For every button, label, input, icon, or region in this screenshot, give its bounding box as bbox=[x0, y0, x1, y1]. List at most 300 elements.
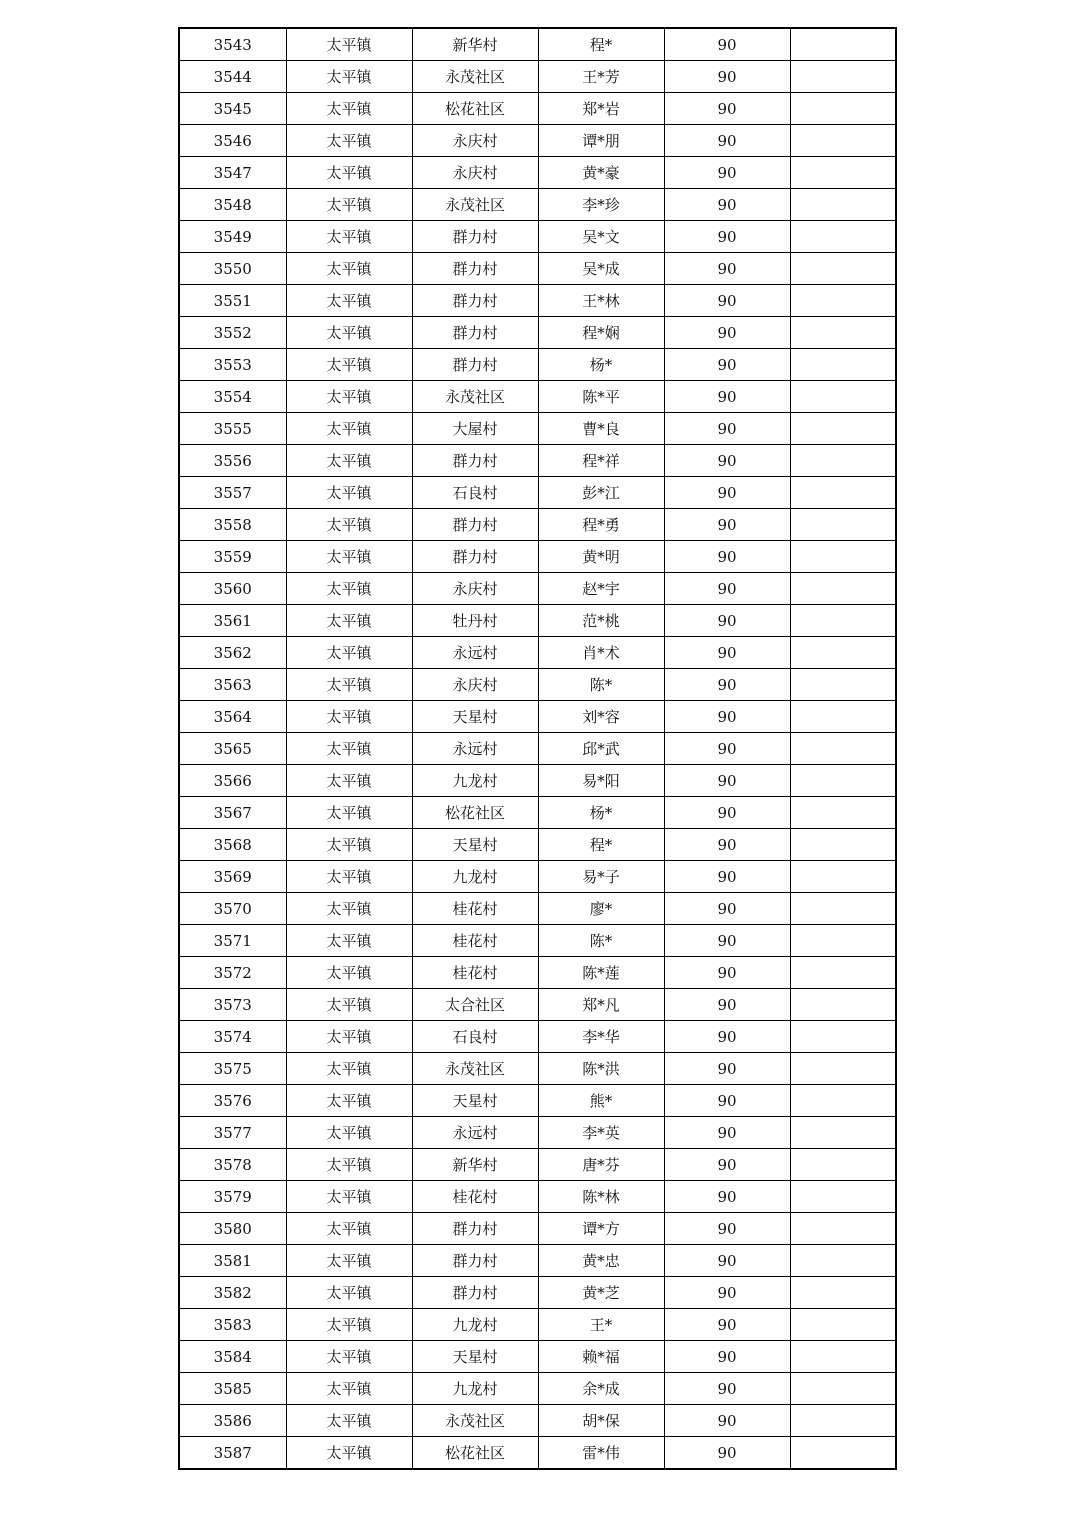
name-cell: 程* bbox=[538, 28, 664, 61]
name-cell: 李*珍 bbox=[538, 189, 664, 221]
village-cell: 新华村 bbox=[412, 1149, 538, 1181]
remark-cell bbox=[790, 1405, 896, 1437]
serial-number-cell: 3578 bbox=[179, 1149, 286, 1181]
score-cell: 90 bbox=[664, 637, 790, 669]
town-cell: 太平镇 bbox=[286, 605, 412, 637]
score-cell: 90 bbox=[664, 317, 790, 349]
village-cell: 群力村 bbox=[412, 541, 538, 573]
village-cell: 永庆村 bbox=[412, 125, 538, 157]
remark-cell bbox=[790, 125, 896, 157]
name-cell: 刘*容 bbox=[538, 701, 664, 733]
table-row bbox=[179, 989, 896, 1021]
town-cell: 太平镇 bbox=[286, 893, 412, 925]
name-cell: 程*祥 bbox=[538, 445, 664, 477]
village-cell: 群力村 bbox=[412, 509, 538, 541]
remark-cell bbox=[790, 797, 896, 829]
town-cell: 太平镇 bbox=[286, 701, 412, 733]
remark-cell bbox=[790, 253, 896, 285]
village-cell: 天星村 bbox=[412, 701, 538, 733]
score-cell: 90 bbox=[664, 733, 790, 765]
table-row bbox=[179, 829, 896, 861]
serial-number-cell: 3558 bbox=[179, 509, 286, 541]
table-row bbox=[179, 957, 896, 989]
score-cell: 90 bbox=[664, 1405, 790, 1437]
serial-number-cell: 3555 bbox=[179, 413, 286, 445]
name-cell: 赵*宇 bbox=[538, 573, 664, 605]
score-cell: 90 bbox=[664, 61, 790, 93]
town-cell: 太平镇 bbox=[286, 509, 412, 541]
score-cell: 90 bbox=[664, 445, 790, 477]
village-cell: 群力村 bbox=[412, 317, 538, 349]
remark-cell bbox=[790, 1373, 896, 1405]
remark-cell bbox=[790, 1117, 896, 1149]
village-cell: 桂花村 bbox=[412, 1181, 538, 1213]
name-cell: 廖* bbox=[538, 893, 664, 925]
name-cell: 吴*文 bbox=[538, 221, 664, 253]
table-row bbox=[179, 669, 896, 701]
score-cell: 90 bbox=[664, 1373, 790, 1405]
town-cell: 太平镇 bbox=[286, 1277, 412, 1309]
village-cell: 松花社区 bbox=[412, 1437, 538, 1470]
name-cell: 王*林 bbox=[538, 285, 664, 317]
table-row bbox=[179, 765, 896, 797]
village-cell: 永茂社区 bbox=[412, 189, 538, 221]
name-cell: 易*阳 bbox=[538, 765, 664, 797]
serial-number-cell: 3563 bbox=[179, 669, 286, 701]
table-row bbox=[179, 605, 896, 637]
remark-cell bbox=[790, 317, 896, 349]
table-row bbox=[179, 157, 896, 189]
score-cell: 90 bbox=[664, 157, 790, 189]
remark-cell bbox=[790, 765, 896, 797]
remark-cell bbox=[790, 637, 896, 669]
table-row bbox=[179, 381, 896, 413]
table-row bbox=[179, 701, 896, 733]
serial-number-cell: 3576 bbox=[179, 1085, 286, 1117]
name-cell: 彭*江 bbox=[538, 477, 664, 509]
remark-cell bbox=[790, 829, 896, 861]
score-cell: 90 bbox=[664, 797, 790, 829]
table-row bbox=[179, 61, 896, 93]
serial-number-cell: 3551 bbox=[179, 285, 286, 317]
serial-number-cell: 3582 bbox=[179, 1277, 286, 1309]
name-cell: 唐*芬 bbox=[538, 1149, 664, 1181]
town-cell: 太平镇 bbox=[286, 61, 412, 93]
table-row bbox=[179, 93, 896, 125]
remark-cell bbox=[790, 1149, 896, 1181]
score-cell: 90 bbox=[664, 1181, 790, 1213]
town-cell: 太平镇 bbox=[286, 413, 412, 445]
remark-cell bbox=[790, 957, 896, 989]
table-row bbox=[179, 1117, 896, 1149]
town-cell: 太平镇 bbox=[286, 829, 412, 861]
village-cell: 天星村 bbox=[412, 1085, 538, 1117]
score-cell: 90 bbox=[664, 1213, 790, 1245]
name-cell: 黄*豪 bbox=[538, 157, 664, 189]
town-cell: 太平镇 bbox=[286, 573, 412, 605]
village-cell: 松花社区 bbox=[412, 93, 538, 125]
serial-number-cell: 3564 bbox=[179, 701, 286, 733]
table-row bbox=[179, 797, 896, 829]
remark-cell bbox=[790, 669, 896, 701]
town-cell: 太平镇 bbox=[286, 125, 412, 157]
name-cell: 熊* bbox=[538, 1085, 664, 1117]
serial-number-cell: 3562 bbox=[179, 637, 286, 669]
table-row bbox=[179, 1245, 896, 1277]
name-cell: 陈*洪 bbox=[538, 1053, 664, 1085]
score-cell: 90 bbox=[664, 1117, 790, 1149]
village-cell: 永远村 bbox=[412, 1117, 538, 1149]
name-cell: 肖*术 bbox=[538, 637, 664, 669]
town-cell: 太平镇 bbox=[286, 1405, 412, 1437]
name-cell: 陈*莲 bbox=[538, 957, 664, 989]
village-cell: 天星村 bbox=[412, 1341, 538, 1373]
town-cell: 太平镇 bbox=[286, 317, 412, 349]
serial-number-cell: 3586 bbox=[179, 1405, 286, 1437]
serial-number-cell: 3543 bbox=[179, 28, 286, 61]
village-cell: 九龙村 bbox=[412, 1309, 538, 1341]
table-row bbox=[179, 1405, 896, 1437]
village-cell: 群力村 bbox=[412, 1277, 538, 1309]
name-cell: 郑*凡 bbox=[538, 989, 664, 1021]
name-cell: 程* bbox=[538, 829, 664, 861]
serial-number-cell: 3549 bbox=[179, 221, 286, 253]
name-cell: 范*桃 bbox=[538, 605, 664, 637]
remark-cell bbox=[790, 349, 896, 381]
remark-cell bbox=[790, 189, 896, 221]
score-cell: 90 bbox=[664, 989, 790, 1021]
village-cell: 永远村 bbox=[412, 733, 538, 765]
remark-cell bbox=[790, 893, 896, 925]
score-cell: 90 bbox=[664, 1277, 790, 1309]
roster-table bbox=[178, 27, 897, 1470]
roster-table-body bbox=[179, 28, 896, 1469]
remark-cell bbox=[790, 61, 896, 93]
village-cell: 桂花村 bbox=[412, 925, 538, 957]
town-cell: 太平镇 bbox=[286, 1437, 412, 1470]
name-cell: 邱*武 bbox=[538, 733, 664, 765]
town-cell: 太平镇 bbox=[286, 28, 412, 61]
village-cell: 桂花村 bbox=[412, 957, 538, 989]
serial-number-cell: 3567 bbox=[179, 797, 286, 829]
name-cell: 郑*岩 bbox=[538, 93, 664, 125]
score-cell: 90 bbox=[664, 477, 790, 509]
name-cell: 李*华 bbox=[538, 1021, 664, 1053]
table-row bbox=[179, 925, 896, 957]
name-cell: 陈*林 bbox=[538, 1181, 664, 1213]
village-cell: 松花社区 bbox=[412, 797, 538, 829]
serial-number-cell: 3580 bbox=[179, 1213, 286, 1245]
serial-number-cell: 3573 bbox=[179, 989, 286, 1021]
village-cell: 群力村 bbox=[412, 285, 538, 317]
table-row bbox=[179, 1213, 896, 1245]
serial-number-cell: 3559 bbox=[179, 541, 286, 573]
table-row bbox=[179, 1277, 896, 1309]
name-cell: 谭*朋 bbox=[538, 125, 664, 157]
serial-number-cell: 3572 bbox=[179, 957, 286, 989]
table-row bbox=[179, 1085, 896, 1117]
remark-cell bbox=[790, 541, 896, 573]
score-cell: 90 bbox=[664, 189, 790, 221]
serial-number-cell: 3544 bbox=[179, 61, 286, 93]
score-cell: 90 bbox=[664, 93, 790, 125]
remark-cell bbox=[790, 1437, 896, 1470]
table-row bbox=[179, 541, 896, 573]
village-cell: 永茂社区 bbox=[412, 381, 538, 413]
table-row bbox=[179, 893, 896, 925]
score-cell: 90 bbox=[664, 1437, 790, 1470]
village-cell: 群力村 bbox=[412, 445, 538, 477]
name-cell: 黄*明 bbox=[538, 541, 664, 573]
village-cell: 永庆村 bbox=[412, 669, 538, 701]
village-cell: 大屋村 bbox=[412, 413, 538, 445]
serial-number-cell: 3585 bbox=[179, 1373, 286, 1405]
serial-number-cell: 3554 bbox=[179, 381, 286, 413]
name-cell: 曹*良 bbox=[538, 413, 664, 445]
name-cell: 李*英 bbox=[538, 1117, 664, 1149]
remark-cell bbox=[790, 285, 896, 317]
score-cell: 90 bbox=[664, 1149, 790, 1181]
town-cell: 太平镇 bbox=[286, 445, 412, 477]
table-row bbox=[179, 1341, 896, 1373]
remark-cell bbox=[790, 221, 896, 253]
town-cell: 太平镇 bbox=[286, 1085, 412, 1117]
serial-number-cell: 3570 bbox=[179, 893, 286, 925]
table-row bbox=[179, 861, 896, 893]
table-row bbox=[179, 285, 896, 317]
village-cell: 天星村 bbox=[412, 829, 538, 861]
town-cell: 太平镇 bbox=[286, 221, 412, 253]
serial-number-cell: 3575 bbox=[179, 1053, 286, 1085]
remark-cell bbox=[790, 1309, 896, 1341]
remark-cell bbox=[790, 605, 896, 637]
remark-cell bbox=[790, 1341, 896, 1373]
town-cell: 太平镇 bbox=[286, 733, 412, 765]
town-cell: 太平镇 bbox=[286, 669, 412, 701]
serial-number-cell: 3553 bbox=[179, 349, 286, 381]
town-cell: 太平镇 bbox=[286, 637, 412, 669]
score-cell: 90 bbox=[664, 1085, 790, 1117]
table-row bbox=[179, 125, 896, 157]
town-cell: 太平镇 bbox=[286, 797, 412, 829]
remark-cell bbox=[790, 1181, 896, 1213]
serial-number-cell: 3561 bbox=[179, 605, 286, 637]
town-cell: 太平镇 bbox=[286, 1213, 412, 1245]
village-cell: 牡丹村 bbox=[412, 605, 538, 637]
score-cell: 90 bbox=[664, 957, 790, 989]
table-row bbox=[179, 509, 896, 541]
name-cell: 易*子 bbox=[538, 861, 664, 893]
serial-number-cell: 3583 bbox=[179, 1309, 286, 1341]
serial-number-cell: 3565 bbox=[179, 733, 286, 765]
town-cell: 太平镇 bbox=[286, 1149, 412, 1181]
town-cell: 太平镇 bbox=[286, 381, 412, 413]
town-cell: 太平镇 bbox=[286, 349, 412, 381]
village-cell: 九龙村 bbox=[412, 1373, 538, 1405]
score-cell: 90 bbox=[664, 1245, 790, 1277]
table-row bbox=[179, 189, 896, 221]
village-cell: 桂花村 bbox=[412, 893, 538, 925]
town-cell: 太平镇 bbox=[286, 541, 412, 573]
name-cell: 陈* bbox=[538, 925, 664, 957]
remark-cell bbox=[790, 1085, 896, 1117]
remark-cell bbox=[790, 28, 896, 61]
name-cell: 杨* bbox=[538, 797, 664, 829]
score-cell: 90 bbox=[664, 125, 790, 157]
table-row bbox=[179, 1021, 896, 1053]
remark-cell bbox=[790, 1053, 896, 1085]
serial-number-cell: 3577 bbox=[179, 1117, 286, 1149]
remark-cell bbox=[790, 445, 896, 477]
village-cell: 九龙村 bbox=[412, 765, 538, 797]
village-cell: 石良村 bbox=[412, 1021, 538, 1053]
town-cell: 太平镇 bbox=[286, 1021, 412, 1053]
town-cell: 太平镇 bbox=[286, 1053, 412, 1085]
score-cell: 90 bbox=[664, 1341, 790, 1373]
village-cell: 群力村 bbox=[412, 349, 538, 381]
score-cell: 90 bbox=[664, 765, 790, 797]
remark-cell bbox=[790, 1213, 896, 1245]
table-row bbox=[179, 445, 896, 477]
town-cell: 太平镇 bbox=[286, 285, 412, 317]
table-row bbox=[179, 1437, 896, 1470]
table-row bbox=[179, 1181, 896, 1213]
remark-cell bbox=[790, 509, 896, 541]
score-cell: 90 bbox=[664, 701, 790, 733]
name-cell: 程*勇 bbox=[538, 509, 664, 541]
remark-cell bbox=[790, 925, 896, 957]
serial-number-cell: 3546 bbox=[179, 125, 286, 157]
table-row bbox=[179, 253, 896, 285]
score-cell: 90 bbox=[664, 349, 790, 381]
score-cell: 90 bbox=[664, 861, 790, 893]
village-cell: 新华村 bbox=[412, 28, 538, 61]
serial-number-cell: 3545 bbox=[179, 93, 286, 125]
table-row bbox=[179, 1309, 896, 1341]
remark-cell bbox=[790, 381, 896, 413]
serial-number-cell: 3574 bbox=[179, 1021, 286, 1053]
remark-cell bbox=[790, 1021, 896, 1053]
score-cell: 90 bbox=[664, 221, 790, 253]
name-cell: 杨* bbox=[538, 349, 664, 381]
score-cell: 90 bbox=[664, 28, 790, 61]
serial-number-cell: 3560 bbox=[179, 573, 286, 605]
score-cell: 90 bbox=[664, 893, 790, 925]
town-cell: 太平镇 bbox=[286, 765, 412, 797]
town-cell: 太平镇 bbox=[286, 957, 412, 989]
serial-number-cell: 3550 bbox=[179, 253, 286, 285]
remark-cell bbox=[790, 93, 896, 125]
village-cell: 永庆村 bbox=[412, 573, 538, 605]
serial-number-cell: 3584 bbox=[179, 1341, 286, 1373]
score-cell: 90 bbox=[664, 1053, 790, 1085]
town-cell: 太平镇 bbox=[286, 157, 412, 189]
serial-number-cell: 3566 bbox=[179, 765, 286, 797]
town-cell: 太平镇 bbox=[286, 1341, 412, 1373]
town-cell: 太平镇 bbox=[286, 1245, 412, 1277]
name-cell: 程*娴 bbox=[538, 317, 664, 349]
score-cell: 90 bbox=[664, 829, 790, 861]
remark-cell bbox=[790, 413, 896, 445]
score-cell: 90 bbox=[664, 925, 790, 957]
score-cell: 90 bbox=[664, 541, 790, 573]
table-row bbox=[179, 637, 896, 669]
table-row bbox=[179, 573, 896, 605]
table-row bbox=[179, 1053, 896, 1085]
score-cell: 90 bbox=[664, 381, 790, 413]
name-cell: 吴*成 bbox=[538, 253, 664, 285]
score-cell: 90 bbox=[664, 573, 790, 605]
name-cell: 黄*忠 bbox=[538, 1245, 664, 1277]
remark-cell bbox=[790, 1245, 896, 1277]
name-cell: 王*芳 bbox=[538, 61, 664, 93]
score-cell: 90 bbox=[664, 605, 790, 637]
serial-number-cell: 3548 bbox=[179, 189, 286, 221]
remark-cell bbox=[790, 477, 896, 509]
town-cell: 太平镇 bbox=[286, 477, 412, 509]
table-row bbox=[179, 221, 896, 253]
score-cell: 90 bbox=[664, 1309, 790, 1341]
remark-cell bbox=[790, 701, 896, 733]
name-cell: 陈*平 bbox=[538, 381, 664, 413]
score-cell: 90 bbox=[664, 509, 790, 541]
name-cell: 陈* bbox=[538, 669, 664, 701]
serial-number-cell: 3569 bbox=[179, 861, 286, 893]
village-cell: 永茂社区 bbox=[412, 1053, 538, 1085]
name-cell: 谭*方 bbox=[538, 1213, 664, 1245]
remark-cell bbox=[790, 1277, 896, 1309]
score-cell: 90 bbox=[664, 285, 790, 317]
score-cell: 90 bbox=[664, 1021, 790, 1053]
serial-number-cell: 3547 bbox=[179, 157, 286, 189]
remark-cell bbox=[790, 573, 896, 605]
village-cell: 群力村 bbox=[412, 221, 538, 253]
table-row bbox=[179, 733, 896, 765]
town-cell: 太平镇 bbox=[286, 861, 412, 893]
remark-cell bbox=[790, 861, 896, 893]
serial-number-cell: 3552 bbox=[179, 317, 286, 349]
score-cell: 90 bbox=[664, 669, 790, 701]
table-row bbox=[179, 1373, 896, 1405]
village-cell: 群力村 bbox=[412, 1213, 538, 1245]
table-row bbox=[179, 413, 896, 445]
name-cell: 胡*保 bbox=[538, 1405, 664, 1437]
town-cell: 太平镇 bbox=[286, 1117, 412, 1149]
serial-number-cell: 3579 bbox=[179, 1181, 286, 1213]
town-cell: 太平镇 bbox=[286, 989, 412, 1021]
name-cell: 王* bbox=[538, 1309, 664, 1341]
village-cell: 石良村 bbox=[412, 477, 538, 509]
town-cell: 太平镇 bbox=[286, 1373, 412, 1405]
serial-number-cell: 3568 bbox=[179, 829, 286, 861]
town-cell: 太平镇 bbox=[286, 1181, 412, 1213]
score-cell: 90 bbox=[664, 253, 790, 285]
score-cell: 90 bbox=[664, 413, 790, 445]
village-cell: 群力村 bbox=[412, 253, 538, 285]
town-cell: 太平镇 bbox=[286, 93, 412, 125]
table-row bbox=[179, 28, 896, 61]
town-cell: 太平镇 bbox=[286, 253, 412, 285]
serial-number-cell: 3581 bbox=[179, 1245, 286, 1277]
remark-cell bbox=[790, 733, 896, 765]
serial-number-cell: 3587 bbox=[179, 1437, 286, 1470]
village-cell: 永远村 bbox=[412, 637, 538, 669]
town-cell: 太平镇 bbox=[286, 1309, 412, 1341]
town-cell: 太平镇 bbox=[286, 925, 412, 957]
serial-number-cell: 3571 bbox=[179, 925, 286, 957]
serial-number-cell: 3557 bbox=[179, 477, 286, 509]
name-cell: 黄*芝 bbox=[538, 1277, 664, 1309]
